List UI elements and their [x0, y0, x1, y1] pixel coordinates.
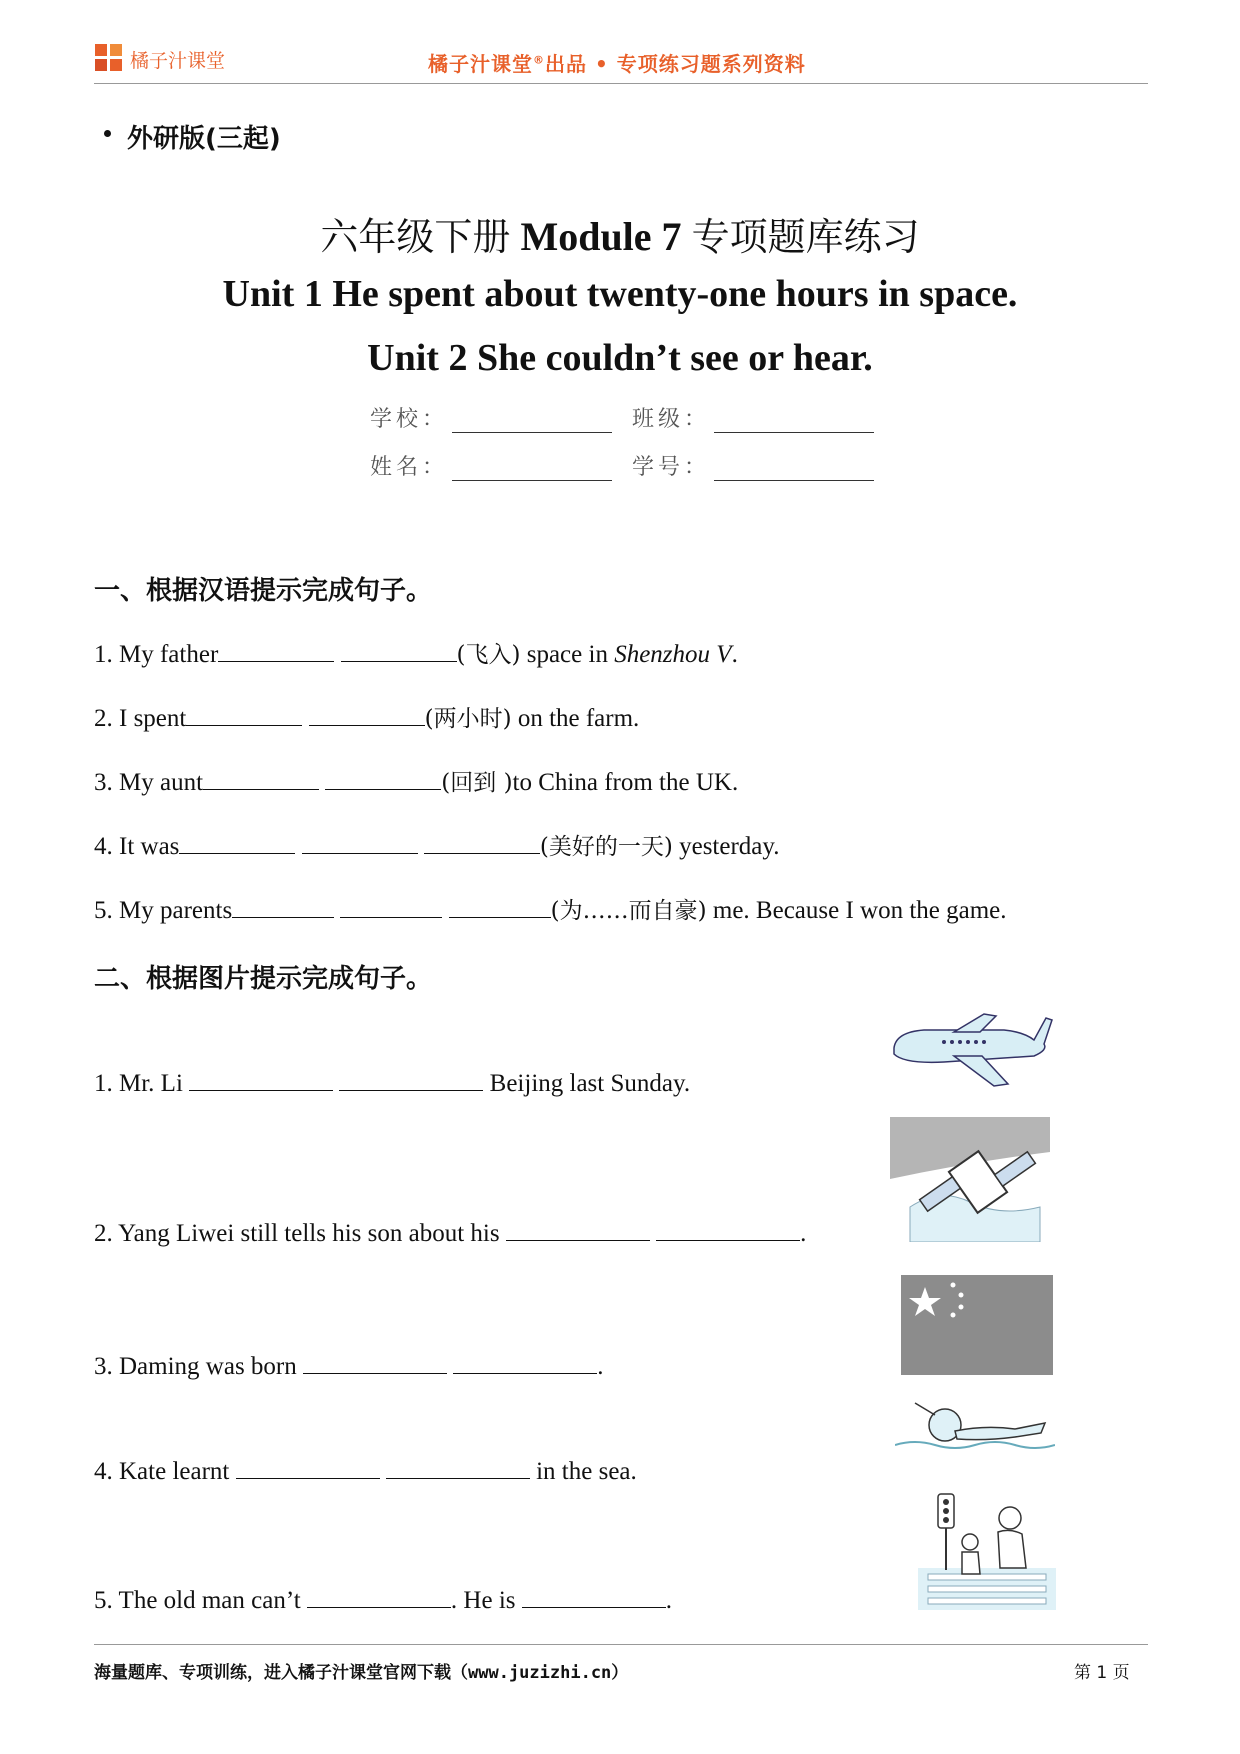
- airplane-illustration: [884, 1010, 1054, 1090]
- brand-logo-icon: [95, 44, 123, 72]
- answer-blank[interactable]: [303, 1351, 447, 1374]
- school-input[interactable]: [452, 410, 612, 433]
- answer-blank[interactable]: [522, 1585, 666, 1608]
- answer-blank[interactable]: [186, 703, 302, 726]
- s2-question-5: 5. The old man can’t . He is .: [94, 1587, 672, 1614]
- footer-divider: [94, 1644, 1148, 1645]
- edition-label: 外研版(三起): [104, 118, 281, 155]
- brand-name: 橘子汁课堂: [130, 50, 226, 72]
- number-field: 学号：: [632, 450, 874, 481]
- answer-blank[interactable]: [218, 639, 334, 662]
- answer-blank[interactable]: [307, 1585, 451, 1608]
- name-input[interactable]: [452, 458, 612, 481]
- bullet-icon: [104, 130, 111, 137]
- s2-question-2: 2. Yang Liwei still tells his son about his .: [94, 1220, 807, 1247]
- unit-2-title: Unit 2 She couldn’t see or hear.: [367, 337, 873, 379]
- answer-blank[interactable]: [203, 767, 319, 790]
- header-divider: [94, 83, 1148, 84]
- answer-blank[interactable]: [232, 895, 334, 918]
- number-input[interactable]: [714, 458, 874, 481]
- answer-blank[interactable]: [449, 895, 551, 918]
- s1-question-2: 2. I spent (两小时) on the farm.: [94, 705, 640, 732]
- answer-blank[interactable]: [325, 767, 441, 790]
- answer-blank[interactable]: [424, 831, 540, 854]
- s1-question-1: 1. My father (飞入) space in Shenzhou V.: [94, 641, 738, 668]
- spacecraft-illustration: [890, 1117, 1050, 1242]
- answer-blank[interactable]: [506, 1218, 650, 1241]
- class-field: 班级：: [632, 402, 874, 433]
- s1-question-4: 4. It was (美好的一天) yesterday.: [94, 833, 780, 860]
- s2-question-3: 3. Daming was born .: [94, 1353, 604, 1380]
- name-field: 姓名：: [370, 450, 612, 481]
- s1-question-5: 5. My parents (为……而自豪) me. Because I won the game.: [94, 897, 1007, 924]
- header-title: 橘子汁课堂®出品 • 专项练习题系列资料: [428, 52, 806, 76]
- answer-blank[interactable]: [339, 1068, 483, 1091]
- answer-blank[interactable]: [656, 1218, 800, 1241]
- page-title: 六年级下册 Module 7 专项题库练习: [320, 214, 920, 259]
- answer-blank[interactable]: [340, 895, 442, 918]
- china-flag-icon: [901, 1275, 1053, 1375]
- answer-blank[interactable]: [309, 703, 425, 726]
- old-man-crossing-street-illustration: [918, 1492, 1056, 1610]
- school-field: 学校：: [370, 402, 612, 433]
- answer-blank[interactable]: [453, 1351, 597, 1374]
- footer-text: 海量题库、专项训练，进入橘子汁课堂官网下载（www.juzizhi.cn）: [94, 1663, 629, 1683]
- answer-blank[interactable]: [302, 831, 418, 854]
- answer-blank[interactable]: [236, 1456, 380, 1479]
- answer-blank[interactable]: [386, 1456, 530, 1479]
- answer-blank[interactable]: [179, 831, 295, 854]
- s2-question-1: 1. Mr. Li Beijing last Sunday.: [94, 1070, 691, 1097]
- answer-blank[interactable]: [341, 639, 457, 662]
- page-number: 第 1 页: [1074, 1663, 1130, 1683]
- class-input[interactable]: [714, 410, 874, 433]
- unit-1-title: Unit 1 He spent about twenty-one hours in space.: [222, 273, 1018, 315]
- swimming-girl-illustration: [895, 1395, 1055, 1475]
- section-2-heading: 二、根据图片提示完成句子。: [94, 964, 433, 994]
- s2-question-4: 4. Kate learnt in the sea.: [94, 1458, 637, 1485]
- answer-blank[interactable]: [189, 1068, 333, 1091]
- s1-question-3: 3. My aunt (回到 )to China from the UK.: [94, 769, 739, 796]
- section-1-heading: 一、根据汉语提示完成句子。: [94, 576, 433, 606]
